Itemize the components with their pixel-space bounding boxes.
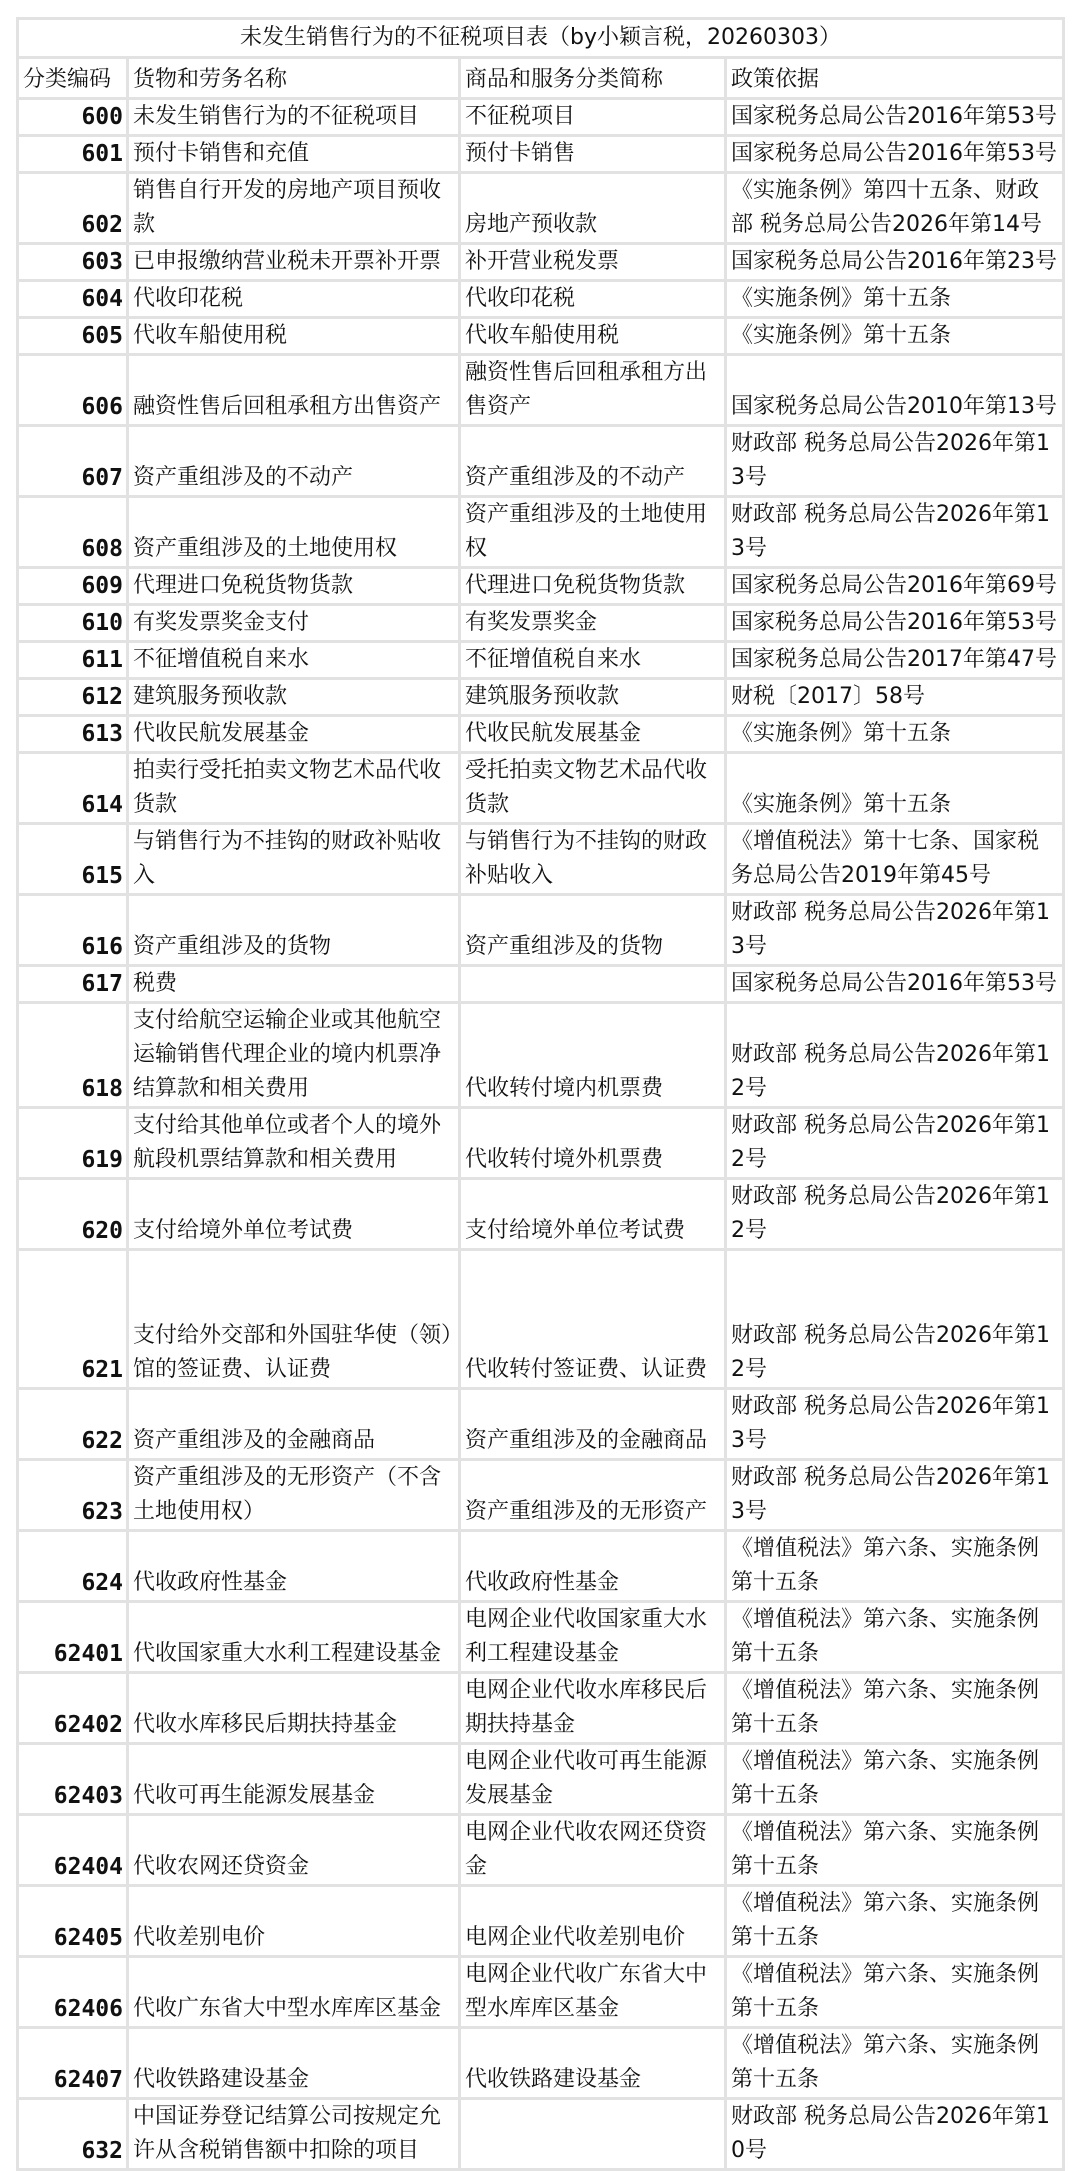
cell-policy: 《增值税法》第六条、实施条例第十五条 [726, 1957, 1064, 2028]
cell-policy: 国家税务总局公告2016年第69号 [726, 568, 1064, 605]
cell-name: 与销售行为不挂钩的财政补贴收入 [128, 824, 460, 895]
cell-policy: 《增值税法》第六条、实施条例第十五条 [726, 1531, 1064, 1602]
cell-code: 605 [18, 318, 128, 355]
table-row [18, 136, 1064, 173]
cell-name: 代收印花税 [128, 281, 460, 318]
cell-name: 未发生销售行为的不征税项目 [128, 99, 460, 136]
cell-name: 代收政府性基金 [128, 1531, 460, 1602]
table-row [18, 568, 1064, 605]
cell-short-name: 资产重组涉及的金融商品 [460, 1389, 726, 1460]
table-row [18, 1957, 1064, 2028]
cell-short-name: 电网企业代收国家重大水利工程建设基金 [460, 1602, 726, 1673]
table-row [18, 244, 1064, 281]
cell-code: 62406 [18, 1957, 128, 2028]
table-row [18, 1602, 1064, 1673]
cell-code: 624 [18, 1531, 128, 1602]
cell-policy: 国家税务总局公告2016年第53号 [726, 966, 1064, 1003]
cell-code: 621 [18, 1250, 128, 1389]
cell-short-name: 电网企业代收广东省大中型水库库区基金 [460, 1957, 726, 2028]
table-row [18, 426, 1064, 497]
table-title: 未发生销售行为的不征税项目表（by小颖言税，20260303） [18, 19, 1064, 58]
table-row [18, 824, 1064, 895]
cell-short-name: 资产重组涉及的货物 [460, 895, 726, 966]
cell-short-name: 融资性售后回租承租方出售资产 [460, 355, 726, 426]
table-row [18, 966, 1064, 1003]
cell-short-name: 代收转付境外机票费 [460, 1108, 726, 1179]
cell-code: 619 [18, 1108, 128, 1179]
cell-policy: 《增值税法》第六条、实施条例第十五条 [726, 1886, 1064, 1957]
table-row [18, 1744, 1064, 1815]
table-row [18, 1389, 1064, 1460]
cell-name: 资产重组涉及的无形资产（不含土地使用权） [128, 1460, 460, 1531]
table-row [18, 2028, 1064, 2099]
cell-name: 支付给外交部和外国驻华使（领）馆的签证费、认证费 [128, 1250, 460, 1389]
cell-code: 607 [18, 426, 128, 497]
cell-short-name: 电网企业代收农网还贷资金 [460, 1815, 726, 1886]
cell-name: 代理进口免税货物货款 [128, 568, 460, 605]
table-row [18, 1531, 1064, 1602]
table-row [18, 497, 1064, 568]
cell-code: 62402 [18, 1673, 128, 1744]
cell-short-name: 支付给境外单位考试费 [460, 1179, 726, 1250]
table-row [18, 1886, 1064, 1957]
cell-name: 支付给其他单位或者个人的境外航段机票结算款和相关费用 [128, 1108, 460, 1179]
cell-name: 销售自行开发的房地产项目预收款 [128, 173, 460, 244]
cell-short-name: 电网企业代收可再生能源发展基金 [460, 1744, 726, 1815]
cell-name: 资产重组涉及的金融商品 [128, 1389, 460, 1460]
table-row [18, 1108, 1064, 1179]
cell-name: 资产重组涉及的货物 [128, 895, 460, 966]
header-code: 分类编码 [18, 58, 128, 99]
cell-name: 资产重组涉及的土地使用权 [128, 497, 460, 568]
cell-policy: 国家税务总局公告2010年第13号 [726, 355, 1064, 426]
cell-policy: 财政部 税务总局公告2026年第12号 [726, 1003, 1064, 1108]
table-row [18, 716, 1064, 753]
cell-policy: 《增值税法》第六条、实施条例第十五条 [726, 1815, 1064, 1886]
cell-short-name: 代收车船使用税 [460, 318, 726, 355]
cell-short-name: 电网企业代收水库移民后期扶持基金 [460, 1673, 726, 1744]
cell-short-name: 代收转付境内机票费 [460, 1003, 726, 1108]
table-row [18, 895, 1064, 966]
cell-name: 不征增值税自来水 [128, 642, 460, 679]
cell-code: 608 [18, 497, 128, 568]
cell-code: 618 [18, 1003, 128, 1108]
non-taxable-items-table [16, 17, 1065, 2171]
table-row [18, 1179, 1064, 1250]
header-name: 货物和劳务名称 [128, 58, 460, 99]
cell-code: 610 [18, 605, 128, 642]
table-row [18, 1003, 1064, 1108]
cell-policy: 《增值税法》第六条、实施条例第十五条 [726, 2028, 1064, 2099]
cell-short-name: 不征增值税自来水 [460, 642, 726, 679]
cell-short-name: 代收印花税 [460, 281, 726, 318]
cell-policy: 《实施条例》第四十五条、财政部 税务总局公告2026年第14号 [726, 173, 1064, 244]
cell-name: 代收差别电价 [128, 1886, 460, 1957]
cell-name: 已申报缴纳营业税未开票补开票 [128, 244, 460, 281]
cell-short-name: 资产重组涉及的土地使用权 [460, 497, 726, 568]
cell-code: 601 [18, 136, 128, 173]
table-row [18, 605, 1064, 642]
cell-policy: 财政部 税务总局公告2026年第13号 [726, 1389, 1064, 1460]
cell-short-name: 代收转付签证费、认证费 [460, 1250, 726, 1389]
cell-code: 620 [18, 1179, 128, 1250]
cell-policy: 《增值税法》第十七条、国家税务总局公告2019年第45号 [726, 824, 1064, 895]
cell-name: 中国证券登记结算公司按规定允许从含税销售额中扣除的项目 [128, 2099, 460, 2170]
cell-code: 609 [18, 568, 128, 605]
cell-short-name: 预付卡销售 [460, 136, 726, 173]
cell-name: 建筑服务预收款 [128, 679, 460, 716]
cell-name: 代收民航发展基金 [128, 716, 460, 753]
cell-policy: 财政部 税务总局公告2026年第12号 [726, 1108, 1064, 1179]
cell-policy: 《增值税法》第六条、实施条例第十五条 [726, 1602, 1064, 1673]
cell-policy: 财政部 税务总局公告2026年第13号 [726, 497, 1064, 568]
table-row [18, 318, 1064, 355]
cell-code: 622 [18, 1389, 128, 1460]
cell-code: 617 [18, 966, 128, 1003]
cell-name: 代收可再生能源发展基金 [128, 1744, 460, 1815]
table-row [18, 679, 1064, 716]
cell-code: 62405 [18, 1886, 128, 1957]
cell-policy: 《增值税法》第六条、实施条例第十五条 [726, 1673, 1064, 1744]
cell-short-name: 房地产预收款 [460, 173, 726, 244]
cell-policy: 财政部 税务总局公告2026年第12号 [726, 1250, 1064, 1389]
cell-name: 代收车船使用税 [128, 318, 460, 355]
cell-name: 资产重组涉及的不动产 [128, 426, 460, 497]
cell-policy: 《实施条例》第十五条 [726, 318, 1064, 355]
cell-policy: 国家税务总局公告2016年第53号 [726, 99, 1064, 136]
cell-short-name: 与销售行为不挂钩的财政补贴收入 [460, 824, 726, 895]
cell-name: 拍卖行受托拍卖文物艺术品代收货款 [128, 753, 460, 824]
cell-short-name: 电网企业代收差别电价 [460, 1886, 726, 1957]
cell-code: 616 [18, 895, 128, 966]
cell-short-name: 补开营业税发票 [460, 244, 726, 281]
cell-code: 600 [18, 99, 128, 136]
cell-short-name: 代收民航发展基金 [460, 716, 726, 753]
table-title-row [18, 19, 1064, 58]
cell-short-name: 资产重组涉及的不动产 [460, 426, 726, 497]
table-row [18, 1460, 1064, 1531]
cell-policy: 财政部 税务总局公告2026年第13号 [726, 895, 1064, 966]
cell-name: 支付给境外单位考试费 [128, 1179, 460, 1250]
table-row [18, 753, 1064, 824]
cell-name: 预付卡销售和充值 [128, 136, 460, 173]
header-policy: 政策依据 [726, 58, 1064, 99]
cell-name: 代收铁路建设基金 [128, 2028, 460, 2099]
cell-short-name: 受托拍卖文物艺术品代收货款 [460, 753, 726, 824]
cell-code: 623 [18, 1460, 128, 1531]
cell-policy: 国家税务总局公告2016年第23号 [726, 244, 1064, 281]
cell-short-name: 代收铁路建设基金 [460, 2028, 726, 2099]
cell-code: 606 [18, 355, 128, 426]
cell-short-name [460, 2099, 726, 2170]
cell-code: 612 [18, 679, 128, 716]
cell-policy: 《实施条例》第十五条 [726, 753, 1064, 824]
table-header-row [18, 58, 1064, 99]
cell-code: 614 [18, 753, 128, 824]
cell-policy: 国家税务总局公告2017年第47号 [726, 642, 1064, 679]
table-row [18, 173, 1064, 244]
cell-code: 603 [18, 244, 128, 281]
cell-code: 62407 [18, 2028, 128, 2099]
table-row [18, 99, 1064, 136]
cell-code: 62401 [18, 1602, 128, 1673]
cell-name: 税费 [128, 966, 460, 1003]
cell-short-name: 代理进口免税货物货款 [460, 568, 726, 605]
cell-name: 代收水库移民后期扶持基金 [128, 1673, 460, 1744]
header-short: 商品和服务分类简称 [460, 58, 726, 99]
cell-code: 604 [18, 281, 128, 318]
cell-name: 支付给航空运输企业或其他航空运输销售代理企业的境内机票净结算款和相关费用 [128, 1003, 460, 1108]
cell-short-name: 资产重组涉及的无形资产 [460, 1460, 726, 1531]
cell-code: 632 [18, 2099, 128, 2170]
cell-policy: 《实施条例》第十五条 [726, 281, 1064, 318]
cell-name: 代收农网还贷资金 [128, 1815, 460, 1886]
cell-policy: 财政部 税务总局公告2026年第13号 [726, 1460, 1064, 1531]
table-row [18, 1250, 1064, 1389]
cell-name: 代收广东省大中型水库库区基金 [128, 1957, 460, 2028]
cell-name: 有奖发票奖金支付 [128, 605, 460, 642]
cell-short-name: 有奖发票奖金 [460, 605, 726, 642]
cell-code: 62404 [18, 1815, 128, 1886]
cell-policy: 《实施条例》第十五条 [726, 716, 1064, 753]
table-row [18, 642, 1064, 679]
cell-policy: 财政部 税务总局公告2026年第12号 [726, 1179, 1064, 1250]
cell-code: 615 [18, 824, 128, 895]
cell-policy: 国家税务总局公告2016年第53号 [726, 136, 1064, 173]
cell-policy: 财政部 税务总局公告2026年第10号 [726, 2099, 1064, 2170]
table-row [18, 355, 1064, 426]
cell-code: 62403 [18, 1744, 128, 1815]
cell-policy: 国家税务总局公告2016年第53号 [726, 605, 1064, 642]
table-row [18, 1673, 1064, 1744]
cell-short-name [460, 966, 726, 1003]
table-row [18, 281, 1064, 318]
cell-short-name: 建筑服务预收款 [460, 679, 726, 716]
cell-code: 611 [18, 642, 128, 679]
cell-code: 613 [18, 716, 128, 753]
table-row [18, 2099, 1064, 2170]
cell-name: 融资性售后回租承租方出售资产 [128, 355, 460, 426]
table-row [18, 1815, 1064, 1886]
cell-short-name: 不征税项目 [460, 99, 726, 136]
cell-code: 602 [18, 173, 128, 244]
cell-policy: 《增值税法》第六条、实施条例第十五条 [726, 1744, 1064, 1815]
cell-name: 代收国家重大水利工程建设基金 [128, 1602, 460, 1673]
cell-policy: 财政部 税务总局公告2026年第13号 [726, 426, 1064, 497]
cell-short-name: 代收政府性基金 [460, 1531, 726, 1602]
cell-policy: 财税〔2017〕58号 [726, 679, 1064, 716]
